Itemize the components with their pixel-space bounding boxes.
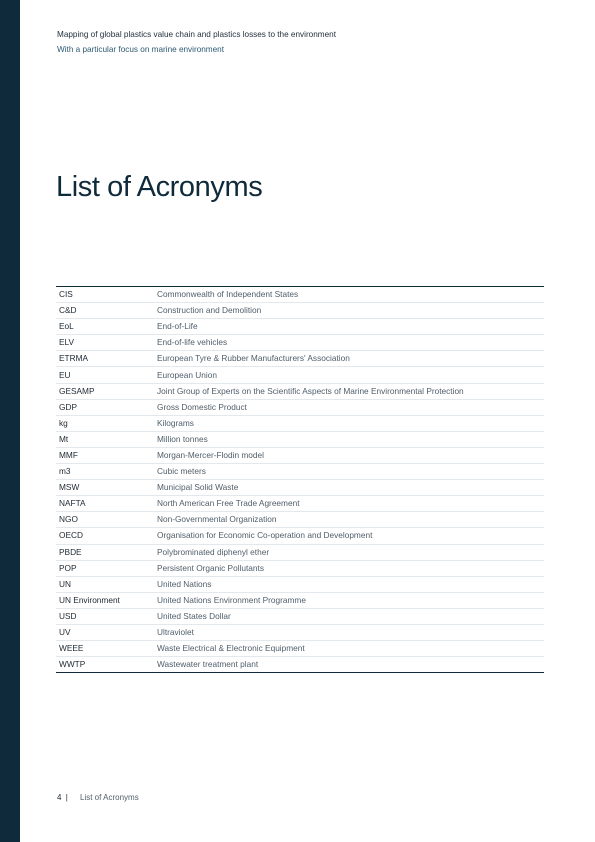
acronym-row — [56, 576, 544, 592]
acronym-abbreviation: UV — [56, 624, 154, 640]
acronym-abbreviation: MMF — [56, 447, 154, 463]
acronym-definition: Polybrominated diphenyl ether — [154, 544, 544, 560]
acronym-definition: End-of-Life — [154, 319, 544, 335]
running-header — [57, 29, 537, 55]
acronym-definition: North American Free Trade Agreement — [154, 496, 544, 512]
footer-separator: | — [65, 793, 68, 802]
acronym-row — [56, 496, 544, 512]
acronym-row — [56, 431, 544, 447]
acronym-row — [56, 512, 544, 528]
acronym-row — [56, 367, 544, 383]
acronym-abbreviation: kg — [56, 415, 154, 431]
acronym-abbreviation: ELV — [56, 335, 154, 351]
acronym-definition: United Nations Environment Programme — [154, 592, 544, 608]
acronym-abbreviation: m3 — [56, 464, 154, 480]
acronym-abbreviation: PBDE — [56, 544, 154, 560]
acronym-definition: Joint Group of Experts on the Scientific Aspects of Marine Environmental Protection — [154, 383, 544, 399]
acronym-definition: Kilograms — [154, 415, 544, 431]
acronym-abbreviation: EU — [56, 367, 154, 383]
acronym-abbreviation: EoL — [56, 319, 154, 335]
acronym-definition: Cubic meters — [154, 464, 544, 480]
acronym-definition: Ultraviolet — [154, 624, 544, 640]
acronym-row — [56, 415, 544, 431]
acronym-abbreviation: UN Environment — [56, 592, 154, 608]
acronym-definition: End-of-life vehicles — [154, 335, 544, 351]
acronym-abbreviation: MSW — [56, 480, 154, 496]
acronym-row — [56, 287, 544, 303]
acronym-row — [56, 528, 544, 544]
acronym-row — [56, 592, 544, 608]
acronym-row — [56, 319, 544, 335]
footer-section-label: List of Acronyms — [80, 793, 139, 802]
acronym-row — [56, 544, 544, 560]
acronym-definition: Waste Electrical & Electronic Equipment — [154, 641, 544, 657]
acronym-abbreviation: GDP — [56, 399, 154, 415]
acronym-definition: Gross Domestic Product — [154, 399, 544, 415]
acronym-row — [56, 335, 544, 351]
acronym-abbreviation: WEEE — [56, 641, 154, 657]
document-subtitle: With a particular focus on marine environment — [57, 45, 225, 54]
acronym-abbreviation: WWTP — [56, 657, 154, 673]
acronym-row — [56, 399, 544, 415]
acronym-abbreviation: ETRMA — [56, 351, 154, 367]
acronym-abbreviation: USD — [56, 608, 154, 624]
acronym-row — [56, 351, 544, 367]
acronym-definition: Non-Governmental Organization — [154, 512, 544, 528]
acronym-abbreviation: OECD — [56, 528, 154, 544]
acronym-definition: Wastewater treatment plant — [154, 657, 544, 673]
acronym-abbreviation: NAFTA — [56, 496, 154, 512]
acronym-definition: Municipal Solid Waste — [154, 480, 544, 496]
acronym-row — [56, 624, 544, 640]
acronym-abbreviation: CIS — [59, 289, 73, 300]
acronym-table — [56, 286, 544, 673]
acronym-definition: Morgan-Mercer-Flodin model — [154, 447, 544, 463]
acronym-row — [56, 608, 544, 624]
page-title: List of Acronyms — [56, 171, 263, 203]
acronym-row — [56, 657, 544, 673]
acronym-abbreviation: NGO — [56, 512, 154, 528]
acronym-definition: European Union — [154, 367, 544, 383]
acronym-row — [56, 303, 544, 319]
acronym-definition: European Tyre & Rubber Manufacturers' Association — [154, 351, 544, 367]
acronym-definition: Persistent Organic Pollutants — [154, 560, 544, 576]
acronym-abbreviation: UN — [56, 576, 154, 592]
acronym-definition: Commonwealth of Independent States — [157, 289, 299, 300]
acronym-row — [56, 480, 544, 496]
acronym-row — [56, 464, 544, 480]
acronym-abbreviation: Mt — [56, 431, 154, 447]
acronym-abbreviation: GESAMP — [56, 383, 154, 399]
acronym-definition: Construction and Demolition — [154, 303, 544, 319]
acronym-abbreviation: POP — [56, 560, 154, 576]
acronym-table-body — [56, 287, 544, 673]
acronym-abbreviation: C&D — [56, 303, 154, 319]
acronym-definition: Organisation for Economic Co-operation and Development — [154, 528, 544, 544]
page-number: 4 — [57, 793, 62, 802]
left-edge-bar — [0, 0, 20, 842]
acronym-definition: United States Dollar — [154, 608, 544, 624]
acronym-row — [56, 560, 544, 576]
page-footer — [57, 792, 139, 803]
acronym-row — [56, 447, 544, 463]
acronym-definition: United Nations — [154, 576, 544, 592]
acronym-row — [56, 641, 544, 657]
acronym-definition: Million tonnes — [154, 431, 544, 447]
acronym-row — [56, 383, 544, 399]
document-title: Mapping of global plastics value chain and plastics losses to the environment — [57, 30, 336, 39]
